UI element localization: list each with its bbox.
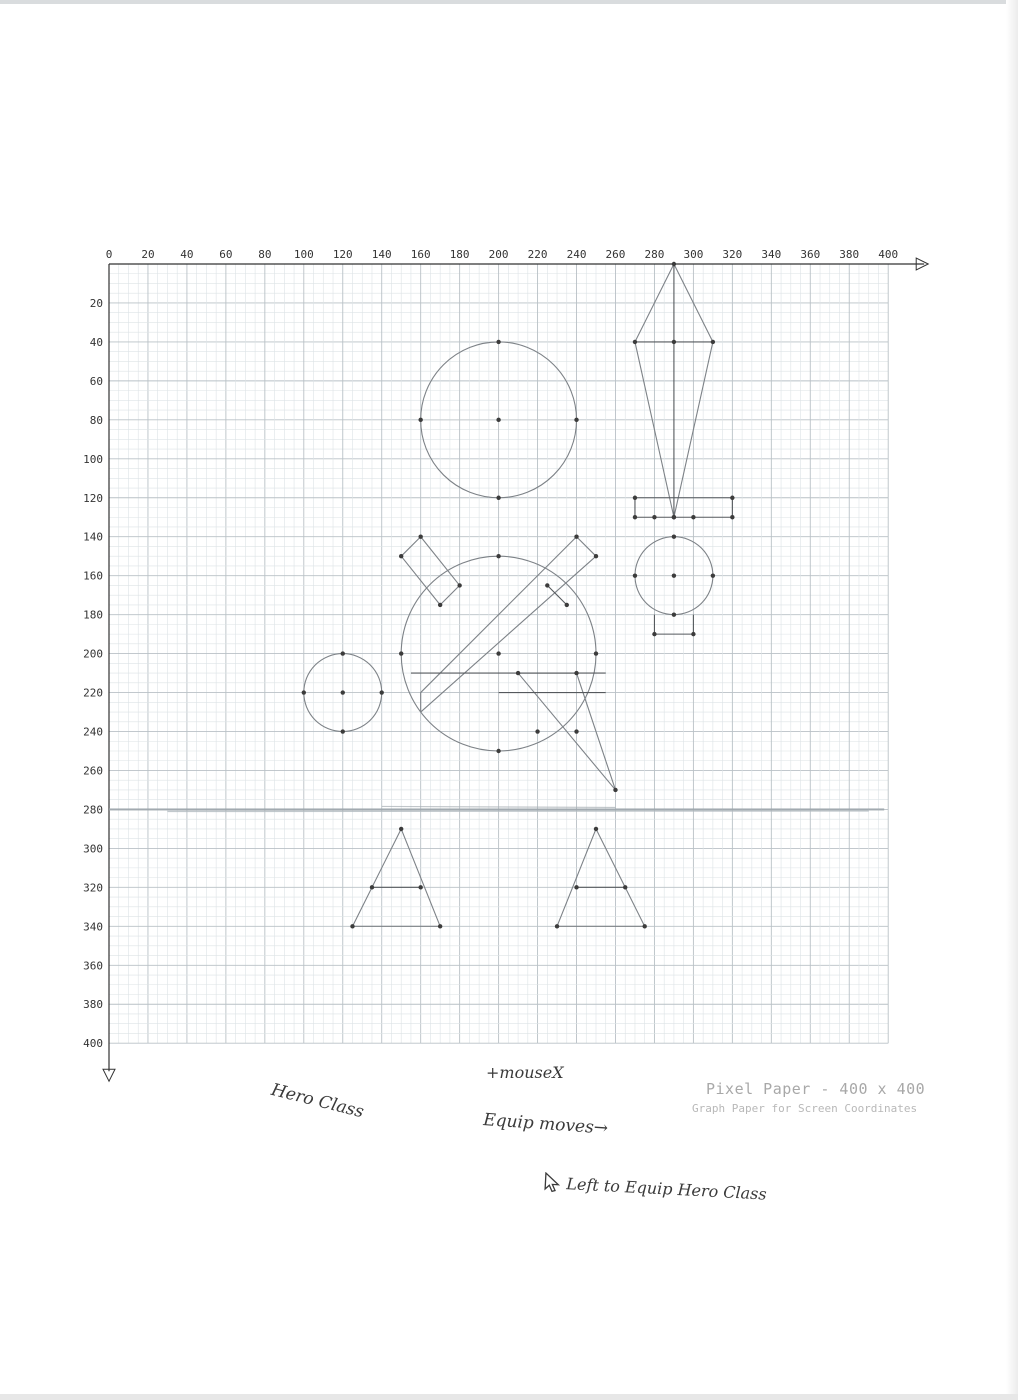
vertex-dot bbox=[516, 671, 520, 675]
vertex-dot bbox=[565, 603, 569, 607]
vertex-dot bbox=[594, 651, 598, 655]
vertex-dot bbox=[370, 885, 374, 889]
vertex-dot bbox=[399, 827, 403, 831]
ground-stroke bbox=[167, 811, 868, 812]
vertex-dot bbox=[691, 515, 695, 519]
vertex-dot bbox=[633, 573, 637, 577]
y-tick-label: 300 bbox=[83, 842, 103, 856]
vertex-dot bbox=[418, 885, 422, 889]
y-tick-label: 240 bbox=[83, 725, 103, 739]
vertex-dot bbox=[691, 632, 695, 636]
note-left-to-equip-text: Left to Equip Hero Class bbox=[565, 1173, 768, 1204]
vertex-dot bbox=[652, 632, 656, 636]
vertex-dot bbox=[672, 535, 676, 539]
vertex-dot bbox=[574, 671, 578, 675]
x-tick-label: 40 bbox=[180, 248, 194, 261]
vertex-dot bbox=[496, 749, 500, 753]
y-tick-label: 280 bbox=[83, 803, 103, 817]
y-tick-label: 400 bbox=[83, 1037, 103, 1051]
y-tick-label: 140 bbox=[83, 530, 103, 544]
x-tick-label: 320 bbox=[722, 248, 743, 261]
vertex-dot bbox=[535, 729, 539, 733]
vertex-dot bbox=[457, 583, 461, 587]
y-tick-labels bbox=[83, 297, 103, 1050]
x-tick-label: 0 bbox=[105, 248, 113, 261]
x-tick-label: 60 bbox=[219, 248, 233, 261]
vertex-dot bbox=[574, 535, 578, 539]
y-tick-label: 320 bbox=[83, 881, 103, 895]
mouse-cursor-icon bbox=[544, 1172, 561, 1193]
x-tick-label: 100 bbox=[293, 248, 314, 261]
vertex-dot bbox=[574, 418, 578, 422]
y-tick-label: 220 bbox=[83, 686, 103, 700]
vertex-dot bbox=[438, 924, 442, 928]
vertex-dot bbox=[545, 583, 549, 587]
vertex-dot bbox=[302, 690, 306, 694]
vertex-dot bbox=[418, 535, 422, 539]
vertex-dot bbox=[350, 924, 354, 928]
vertex-dot bbox=[574, 729, 578, 733]
y-tick-label: 360 bbox=[83, 959, 103, 973]
x-tick-label: 200 bbox=[488, 248, 509, 261]
y-tick-label: 160 bbox=[83, 569, 103, 583]
vertex-dot bbox=[496, 496, 500, 500]
y-tick-label: 340 bbox=[83, 920, 103, 934]
vertex-dot bbox=[380, 690, 384, 694]
x-tick-label: 340 bbox=[761, 248, 782, 261]
x-tick-label: 220 bbox=[527, 248, 548, 261]
vertex-dot bbox=[672, 340, 676, 344]
x-tick-label: 380 bbox=[839, 248, 860, 261]
y-tick-label: 260 bbox=[83, 764, 103, 778]
vertex-dot bbox=[652, 515, 656, 519]
vertex-dot bbox=[341, 651, 345, 655]
vertex-dot bbox=[672, 612, 676, 616]
ground-stroke bbox=[382, 806, 616, 807]
y-tick-label: 60 bbox=[89, 374, 103, 388]
y-tick-label: 200 bbox=[83, 647, 103, 661]
x-tick-label: 120 bbox=[332, 248, 353, 261]
x-tick-label: 260 bbox=[605, 248, 626, 261]
brand-subtitle: Graph Paper for Screen Coordinates bbox=[692, 1102, 918, 1115]
x-tick-label: 300 bbox=[683, 248, 704, 261]
vertex-dot bbox=[711, 573, 715, 577]
x-tick-label: 180 bbox=[449, 248, 470, 261]
y-tick-label: 380 bbox=[83, 998, 103, 1012]
vertex-dot bbox=[613, 788, 617, 792]
vertex-dot bbox=[418, 418, 422, 422]
vertex-dot bbox=[594, 554, 598, 558]
vertex-dot bbox=[633, 515, 637, 519]
y-tick-label: 100 bbox=[83, 452, 103, 466]
y-tick-label: 80 bbox=[89, 413, 103, 427]
vertex-dot bbox=[730, 496, 734, 500]
vertex-dot bbox=[643, 924, 647, 928]
x-tick-label: 240 bbox=[566, 248, 587, 261]
vertex-dot bbox=[496, 340, 500, 344]
vertex-dot bbox=[555, 924, 559, 928]
x-tick-label: 400 bbox=[878, 248, 899, 261]
vertex-dot bbox=[594, 827, 598, 831]
vertex-dot bbox=[623, 885, 627, 889]
vertex-dot bbox=[574, 885, 578, 889]
vertex-dot bbox=[399, 554, 403, 558]
vertex-dot bbox=[496, 651, 500, 655]
x-tick-label: 20 bbox=[141, 248, 155, 261]
vertex-dot bbox=[672, 515, 676, 519]
x-tick-label: 80 bbox=[258, 248, 272, 261]
ground-line bbox=[109, 806, 884, 811]
vertex-dot bbox=[672, 262, 676, 266]
vertex-dot bbox=[633, 496, 637, 500]
x-tick-label: 140 bbox=[371, 248, 392, 261]
y-tick-label: 180 bbox=[83, 608, 103, 622]
vertex-dot bbox=[711, 340, 715, 344]
note-mousex: +mouseX bbox=[486, 1063, 564, 1082]
x-tick-labels bbox=[106, 248, 898, 261]
vertex-dot bbox=[341, 729, 345, 733]
vertex-dot bbox=[730, 515, 734, 519]
vertex-dot bbox=[496, 418, 500, 422]
vertex-dot bbox=[633, 340, 637, 344]
note-equip-moves: Equip moves→ bbox=[482, 1110, 609, 1139]
note-hero-class: Hero Class bbox=[269, 1080, 366, 1123]
axes bbox=[103, 258, 928, 1081]
y-tick-label: 120 bbox=[83, 491, 103, 505]
x-tick-label: 280 bbox=[644, 248, 665, 261]
brand-title: Pixel Paper - 400 x 400 bbox=[706, 1080, 926, 1098]
x-tick-label: 360 bbox=[800, 248, 821, 261]
x-tick-label: 160 bbox=[410, 248, 431, 261]
vertex-dot bbox=[399, 651, 403, 655]
vertex-dot bbox=[341, 690, 345, 694]
vertex-dot bbox=[672, 573, 676, 577]
vertex-dot bbox=[438, 603, 442, 607]
vertex-dot bbox=[496, 554, 500, 558]
y-tick-label: 40 bbox=[89, 335, 103, 349]
y-tick-label: 20 bbox=[89, 296, 103, 310]
